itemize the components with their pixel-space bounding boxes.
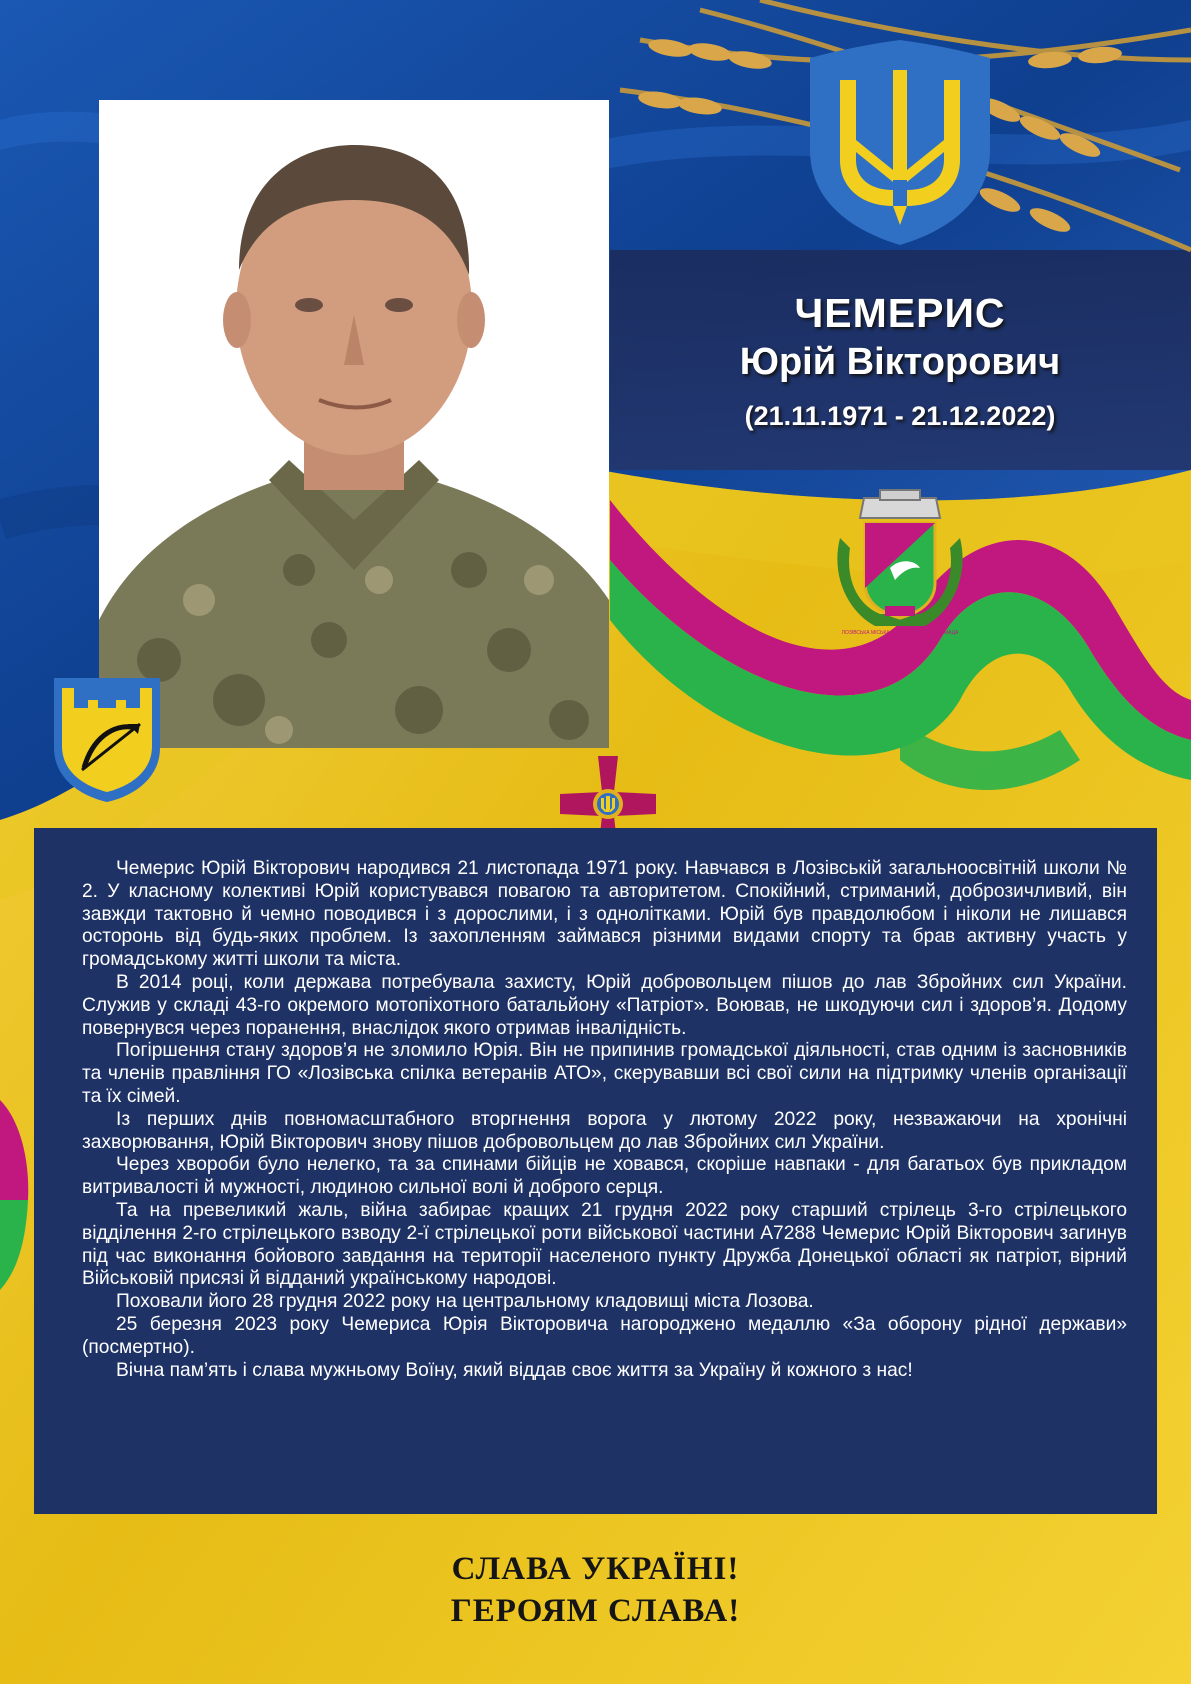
brigade-shield-icon — [54, 678, 160, 802]
city-coat-of-arms-icon — [830, 488, 970, 638]
hero-life-dates: (21.11.1971 - 21.12.2022) — [744, 401, 1056, 431]
slogan-glory-to-heroes: ГЕРОЯМ СЛАВА! — [450, 1593, 741, 1629]
biography-paragraph: Чемерис Юрій Вікторович народився 21 листопада 1971 року. Навчався в Лозівській загальноосвітній школи № 2. У класному колективі Юрій користувався повагою та авторитетом. Спокійний, стриманий, доброзичливий, він завжди тактовно й чемно поводився і з дорослими, і з однолітками. Юрій був правдолюбом і ніколи не лишався осторонь від будь-яких проблем. Із захопленням займався різними видами спорту та брав активну участь у громадському житті школи та міста. — [82, 858, 1127, 971]
biography-paragraph: Погіршення стану здоров’я не зломило Юрія. Він не припинив громадської діяльності, став одним із засновників та членів правління ГО «Лозівська спілка ветеранів АТО», скерувавши всі свої сили на підтримку членів організації та їх сімей. — [82, 1040, 1127, 1107]
biography-paragraph: Вічна пам’ять і слава мужньому Воїну, який віддав своє життя за Україну й кожного з нас! — [116, 1359, 913, 1381]
biography-paragraph: 25 березня 2023 року Чемериса Юрія Вікторовича нагороджено медаллю «За оборону рідної держави» (посмертно). — [82, 1313, 1127, 1358]
slogan-glory-to-ukraine: СЛАВА УКРАЇНІ! — [451, 1551, 740, 1587]
hero-title-block — [620, 290, 1180, 434]
biography-paragraph: Через хвороби було нелегко, та за спинами бійців не ховався, скоріше навпаки - для багатьох був прикладом витривалості й мужності, людиною сильної волі й доброго серця. — [82, 1154, 1127, 1199]
portrait-photo — [99, 100, 609, 748]
city-coat-caption: ЛОЗІВСЬКА МІСЬКА ТЕРИТОРІАЛЬНА ГРОМАДА — [841, 630, 959, 636]
hero-given-names: Юрій Вікторович — [739, 341, 1061, 383]
slogan-block — [0, 1548, 1191, 1632]
trident-coat-of-arms-icon — [800, 40, 1000, 245]
biography-paragraph: Із перших днів повномасштабного вторгнення ворога у лютому 2022 року, незважаючи на хронічні захворювання, Юрій Вікторович знову пішов добровольцем до лав Збройних сил України. — [82, 1108, 1127, 1153]
biography-panel — [34, 828, 1157, 1514]
hero-surname: ЧЕМЕРИС — [794, 290, 1006, 336]
biography-paragraph: В 2014 році, коли держава потребувала захисту, Юрій добровольцем пішов до лав Збройних сил України. Служив у складі 43-го окремого мотопіхотного батальйону «Патріот». Воював, не шкодуючи сил і здоров’я. Додому повернувся через поранення, внаслідок якого отримав інвалідність. — [82, 971, 1127, 1039]
biography-paragraph: Та на превеликий жаль, війна забирає кращих 21 грудня 2022 року старший стрілець 3-го стрілецького відділення 2-го стрілецького взводу 2-ї стрілецької роти військової частини А7288 Чемерис Юрій Вікторович загинув під час виконання бойового завдання на території населеного пункту Дружба Донецької області як патріот, вірний Військовій присязі й відданий українському народові. — [82, 1199, 1127, 1290]
biography-paragraph: Поховали його 28 грудня 2022 року на центральному кладовищі міста Лозова. — [116, 1291, 814, 1313]
